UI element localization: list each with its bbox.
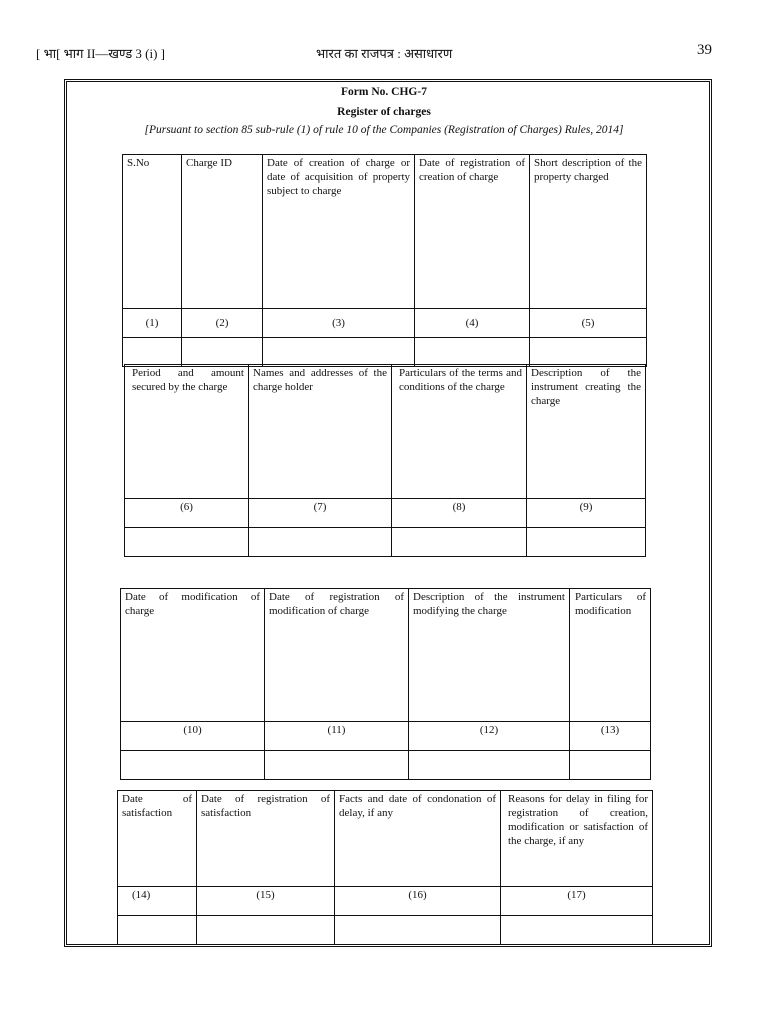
header-instrument-creating: Description of the instrument creating the charge [527,365,646,499]
header-charge-id: Charge ID [182,155,263,309]
header-date-of-modification: Date of modification of charge [121,589,265,722]
entry-cell [118,916,197,945]
header-instrument-modifying: Description of the instrument modifying the charge [409,589,570,722]
header-condonation-of-delay: Facts and date of condonation of delay, if any [335,791,501,887]
header-date-of-registration-satisfaction: Date of registration of satisfaction [197,791,335,887]
entry-cell [527,528,646,557]
running-header-center: भारत का राजपत्र : असाधारण [316,46,453,61]
entry-cell [263,338,415,367]
column-number: (12) [409,722,570,751]
column-number: (11) [265,722,409,751]
entry-cell [415,338,530,367]
entry-cell [123,338,182,367]
column-number: (14) [118,887,197,916]
charges-table-3 [120,588,651,780]
form-subtitle: [Pursuant to section 85 sub-rule (1) of rule 10 of the Companies (Registration of Charges) Rules, 2014] [144,124,624,136]
entry-cell [125,528,249,557]
form-title: Register of charges [337,106,431,118]
header-date-of-satisfaction: Date of satisfaction [118,791,197,887]
page-number: 39 [697,42,712,58]
entry-cell [121,751,265,780]
charges-table-1 [122,154,647,367]
column-number: (17) [501,887,653,916]
column-number: (2) [182,309,263,338]
header-property-description: Short description of the property charged [530,155,647,309]
column-number: (7) [249,499,392,528]
column-number: (4) [415,309,530,338]
entry-cell [570,751,651,780]
entry-cell [249,528,392,557]
column-number: (6) [125,499,249,528]
header-date-of-creation: Date of creation of charge or date of acquisition of property subject to charge [263,155,415,309]
header-terms-and-conditions: Particulars of the terms and conditions of the charge [392,365,527,499]
column-number: (9) [527,499,646,528]
entry-cell [197,916,335,945]
running-header-left: [ भा[ भाग II—खण्ड 3 (i) ] [36,46,166,61]
header-particulars-of-modification: Particulars of modification [570,589,651,722]
column-number: (16) [335,887,501,916]
header-period-and-amount: Period and amount secured by the charge [125,365,249,499]
header-charge-holder: Names and addresses of the charge holder [249,365,392,499]
charges-table-2 [124,364,646,557]
column-number: (5) [530,309,647,338]
entry-cell [392,528,527,557]
entry-cell [265,751,409,780]
column-number: (13) [570,722,651,751]
entry-cell [182,338,263,367]
entry-cell [501,916,653,945]
column-number: (10) [121,722,265,751]
charges-table-4 [117,790,653,945]
column-number: (8) [392,499,527,528]
header-reasons-for-delay: Reasons for delay in filing for registration of creation, modification or satisfaction of the charge, if any [501,791,653,887]
header-sno: S.No [123,155,182,309]
column-number: (15) [197,887,335,916]
header-date-of-registration-creation: Date of registration of creation of charge [415,155,530,309]
column-number: (1) [123,309,182,338]
header-date-of-registration-modification: Date of registration of modification of charge [265,589,409,722]
entry-cell [530,338,647,367]
entry-cell [335,916,501,945]
entry-cell [409,751,570,780]
form-number: Form No. CHG-7 [341,86,427,98]
column-number: (3) [263,309,415,338]
